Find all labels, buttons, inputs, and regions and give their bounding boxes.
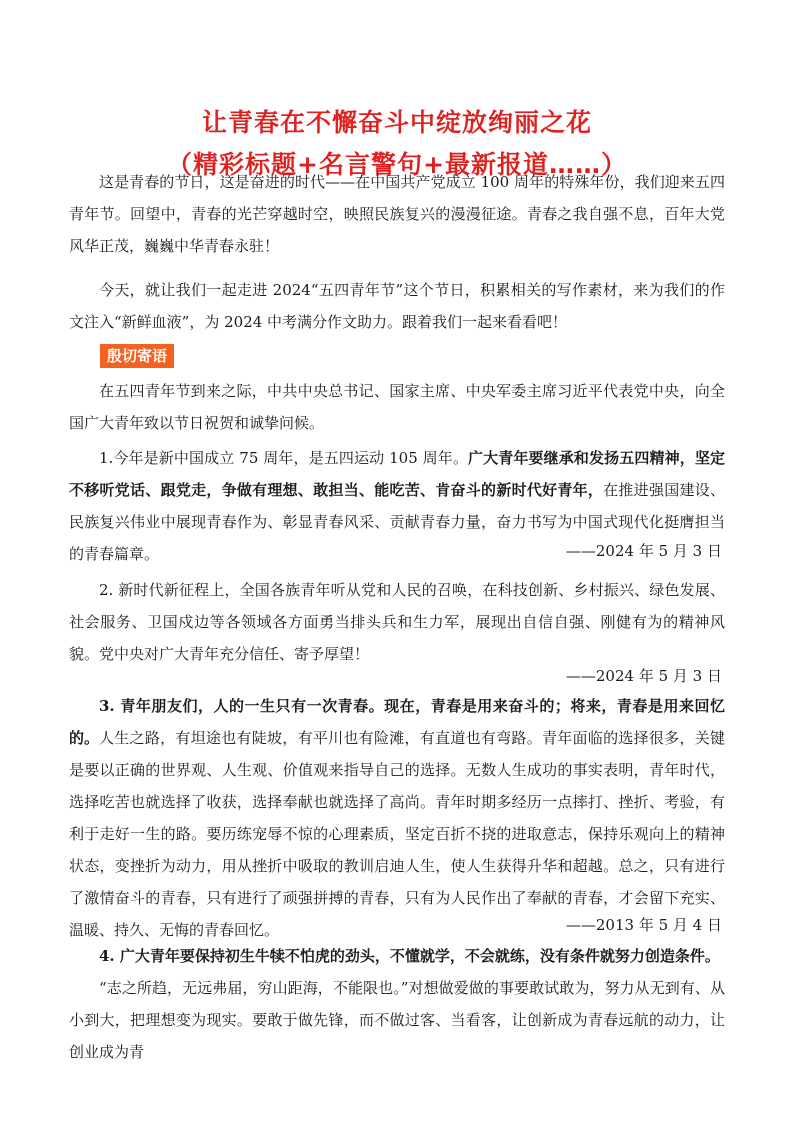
quote-item-2-date: ——2024 年 5 月 3 日 <box>565 667 722 685</box>
section-tag: 殷切寄语 <box>100 344 174 368</box>
quote-item-1-prefix: 1.今年是新中国成立 75 周年，是五四运动 105 周年。 <box>99 449 469 467</box>
section-lead: 在五四青年节到来之际，中共中央总书记、国家主席、中央军委主席习近平代表党中央，向全国广大青年致以节日祝贺和诚挚问候。 <box>69 382 725 432</box>
quote-item-3-body: 人生之路，有坦途也有陡坡，有平川也有险滩，有直道也有弯路。青年面临的选择很多，关键是要以正确的世界观、人生观、价值观来指导自己的选择。无数人生成功的事实表明，青年时代，选择吃苦也就选择了收获，选择奉献也就选择了高尚。青年时期多经历一点摔打、挫折、考验，有利于走好一生的路。要历练宠辱不惊的心理素质，坚定百折不挠的进取意志，保持乐观向上的精神状态，变挫折为动力，用从挫折中吸取的教训启迪人生，使人生获得升华和超越。总之，只有进行了激情奋斗的青春，只有进行了顽强拼搏的青春，只有为人民作出了奉献的青春，才会留下充实、温暖、持久、无悔的青春回忆。 <box>69 729 725 939</box>
quote-item-1-bold: 广大青年要继承和发扬五四精神，坚定不移听党话、跟党走，争做有理想、敢担当、能吃苦、肯奋斗的新时代好青年， <box>69 449 725 499</box>
quote-item-1-date: ——2024 年 5 月 3 日 <box>565 542 722 560</box>
page-title: 让青春在不懈奋斗中绽放绚丽之花 <box>201 108 592 137</box>
quote-item-3-date: ——2013 年 5 月 4 日 <box>565 916 722 934</box>
quote-item-4-heading: 4. 广大青年要保持初生牛犊不怕虎的劲头，不懂就学，不会就练，没有条件就努力创造条件。 <box>99 947 720 965</box>
quote-item-4-body: “志之所趋，无远弗届，穷山距海，不能限也。”对想做爱做的事要敢试敢为，努力从无到有、从小到大，把理想变为现实。要敢于做先锋，而不做过客、当看客，让创新成为青春远航的动力，让创业成为青 <box>69 979 725 1061</box>
quote-item-3-heading: 3. 青年朋友们，人的一生只有一次青春。现在，青春是用来奋斗的；将来，青春是用来回忆的。 <box>69 697 725 747</box>
intro-paragraph-1: 这是青春的节日，这是奋进的时代——在中国共产党成立 100 周年的特殊年份，我们迎来五四青年节。回望中，青春的光芒穿越时空，映照民族复兴的漫漫征途。青春之我自强不息，百年大党风华正茂，巍巍中华青春永驻！ <box>69 173 725 255</box>
intro-paragraph-2: 今天，就让我们一起走进 2024“五四青年节”这个节日，积累相关的写作素材，来为我们的作文注入“新鲜血液”，为 2024 中考满分作文助力。跟着我们一起来看看吧！ <box>69 281 725 331</box>
quote-item-1-suffix: 在推进强国建设、民族复兴伟业中展现青春作为、彰显青春风采、贡献青春力量，奋力书写为中国式现代化挺膺担当的青春篇章。 <box>69 481 725 563</box>
quote-item-2: 2. 新时代新征程上，全国各族青年听从党和人民的召唤，在科技创新、乡村振兴、绿色发展、社会服务、卫国戍边等各领域各方面勇当排头兵和生力军，展现出自信自强、刚健有为的精神风貌。党中央对广大青年充分信任、寄予厚望！ <box>69 581 725 663</box>
page-subtitle: （精彩标题+名言警句+最新报道……） <box>167 150 627 179</box>
